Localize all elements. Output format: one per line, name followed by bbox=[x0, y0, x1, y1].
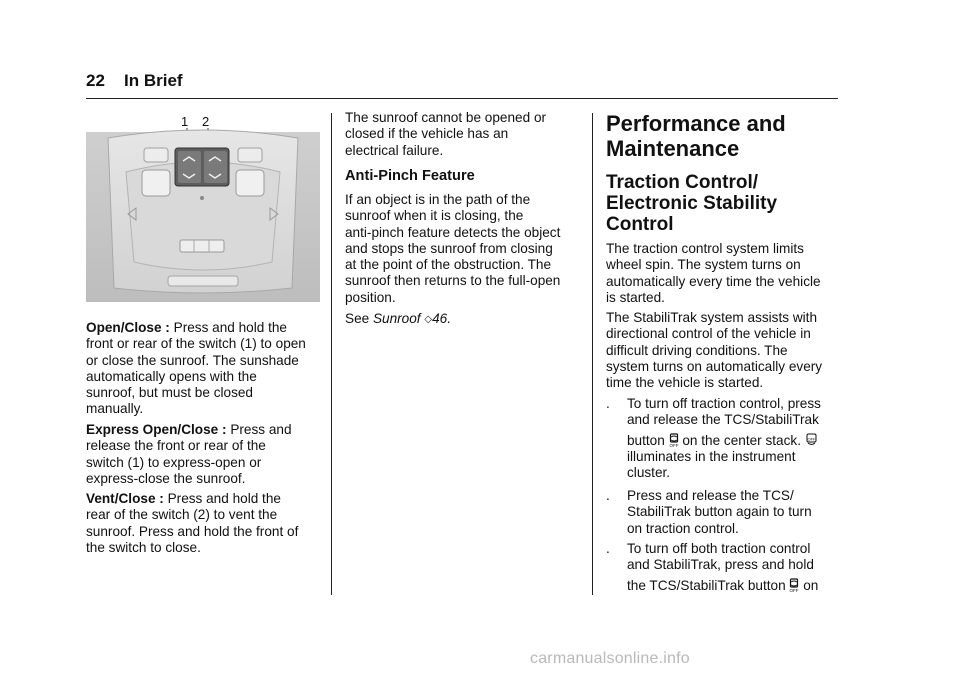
text-line: electrical failure. bbox=[345, 142, 444, 158]
bullet-text bbox=[627, 488, 847, 537]
text-line: position. bbox=[345, 289, 396, 305]
text-line: on bbox=[803, 577, 819, 593]
bullet-text bbox=[627, 541, 847, 594]
text-line: The sunroof cannot be opened or bbox=[345, 110, 547, 125]
text-line: is started. bbox=[606, 289, 665, 305]
open-close-paragraph bbox=[86, 320, 322, 418]
text-line: Press and hold the bbox=[167, 491, 281, 506]
text-line: system turns on automatically every bbox=[606, 358, 823, 374]
anti-pinch-heading: Anti-Pinch Feature bbox=[345, 168, 475, 184]
header-rule bbox=[86, 98, 838, 99]
text-line: closed if the vehicle has an bbox=[345, 126, 509, 142]
open-close-term: Open/Close : bbox=[86, 320, 170, 335]
tcs-off-icon bbox=[789, 578, 799, 593]
text-line: or close the sunroof. The sunshade bbox=[86, 352, 299, 368]
text-line: at the point of the obstruction. The bbox=[345, 257, 552, 273]
callout-1: 1 bbox=[181, 114, 189, 129]
text-line: automatically every time the vehicle bbox=[606, 273, 821, 289]
bullet-mark: . bbox=[606, 488, 610, 503]
heading-line: Electronic Stability bbox=[606, 193, 778, 214]
vent-close-term: Vent/Close : bbox=[86, 491, 164, 506]
overhead-console-illustration bbox=[86, 112, 320, 302]
text-line: To turn off traction control, press bbox=[627, 396, 821, 411]
text-line: wheel spin. The system turns on bbox=[606, 257, 801, 273]
text-line: The StabiliTrak system assists with bbox=[606, 310, 818, 325]
heading-line: Maintenance bbox=[606, 136, 740, 161]
text-line: time the vehicle is started. bbox=[606, 375, 764, 391]
text-line: StabiliTrak button again to turn bbox=[627, 504, 812, 520]
text-line: illuminates in the instrument bbox=[627, 448, 796, 464]
page-number: 22 bbox=[86, 71, 105, 90]
text-line: switch (1) to express-open or bbox=[86, 454, 262, 470]
heading-line: Control bbox=[606, 214, 674, 235]
column-divider-2 bbox=[592, 113, 593, 595]
express-open-close-term: Express Open/Close : bbox=[86, 422, 227, 437]
text-line: rear of the switch (2) to vent the bbox=[86, 507, 278, 523]
text-line: release the front or rear of the bbox=[86, 438, 266, 454]
vent-close-paragraph bbox=[86, 491, 322, 556]
text-line: on traction control. bbox=[627, 520, 739, 536]
text-line: the TCS/StabiliTrak button bbox=[627, 577, 786, 593]
column-divider-1 bbox=[331, 113, 332, 595]
callout-2: 2 bbox=[202, 114, 210, 129]
text-line: If an object is in the path of the bbox=[345, 192, 531, 207]
text-line: difficult driving conditions. The bbox=[606, 342, 788, 358]
text-line: and StabiliTrak, press and hold bbox=[627, 557, 814, 573]
text-line: express-close the sunroof. bbox=[86, 470, 246, 486]
heading-line: Traction Control/ bbox=[606, 172, 758, 193]
express-open-close-paragraph bbox=[86, 422, 322, 487]
traction-intro-paragraph bbox=[606, 241, 846, 306]
text-line: automatically opens with the bbox=[86, 368, 257, 384]
bullet-item bbox=[606, 396, 846, 480]
bullet-mark: . bbox=[606, 396, 610, 411]
svg-text:OFF: OFF bbox=[807, 436, 816, 442]
bullet-mark: . bbox=[606, 541, 610, 556]
tcs-off-icon bbox=[669, 433, 679, 448]
text-line: sunroof when it is closing, the bbox=[345, 208, 524, 224]
see-prefix: See bbox=[345, 311, 370, 326]
see-page-number: 46. bbox=[432, 311, 451, 326]
page-ref-icon: ◇ bbox=[424, 314, 433, 325]
stabilitrak-paragraph bbox=[606, 310, 846, 391]
bullet-text bbox=[627, 396, 847, 481]
performance-maintenance-heading bbox=[606, 111, 786, 161]
text-line: and stops the sunroof from closing bbox=[345, 240, 553, 256]
section-title: In Brief bbox=[124, 71, 183, 90]
text-line: Press and bbox=[230, 422, 292, 437]
text-line: button bbox=[627, 432, 665, 448]
traction-control-heading bbox=[606, 172, 777, 235]
text-line: anti-pinch feature detects the object bbox=[345, 224, 561, 240]
text-line: Press and hold the bbox=[173, 320, 287, 335]
text-line: sunroof, but must be closed bbox=[86, 385, 253, 401]
text-line: on the center stack. bbox=[682, 432, 801, 448]
sunroof-cross-reference-link[interactable]: Sunroof bbox=[372, 311, 421, 326]
text-line: sunroof then returns to the full-open bbox=[345, 273, 561, 289]
text-line: front or rear of the switch (1) to open bbox=[86, 336, 306, 352]
bullet-item bbox=[606, 488, 846, 538]
bullet-item bbox=[606, 541, 846, 601]
svg-text:OFF: OFF bbox=[669, 442, 679, 448]
text-line: directional control of the vehicle in bbox=[606, 326, 811, 342]
see-reference bbox=[345, 311, 451, 328]
text-line: manually. bbox=[86, 401, 144, 417]
text-line: To turn off both traction control bbox=[627, 541, 811, 556]
electrical-failure-paragraph bbox=[345, 110, 585, 159]
text-line: and release the TCS/StabiliTrak bbox=[627, 412, 819, 428]
svg-text:OFF: OFF bbox=[789, 587, 799, 593]
anti-pinch-paragraph bbox=[345, 192, 585, 306]
text-line: Press and release the TCS/ bbox=[627, 488, 794, 503]
text-line: cluster. bbox=[627, 465, 671, 481]
text-line: sunroof. Press and hold the front of bbox=[86, 523, 299, 539]
watermark: carmanualsonline.info bbox=[530, 650, 690, 667]
text-line: The traction control system limits bbox=[606, 241, 804, 256]
traction-off-indicator-icon bbox=[805, 433, 818, 447]
text-line: the switch to close. bbox=[86, 539, 201, 555]
heading-line: Performance and bbox=[606, 111, 786, 136]
